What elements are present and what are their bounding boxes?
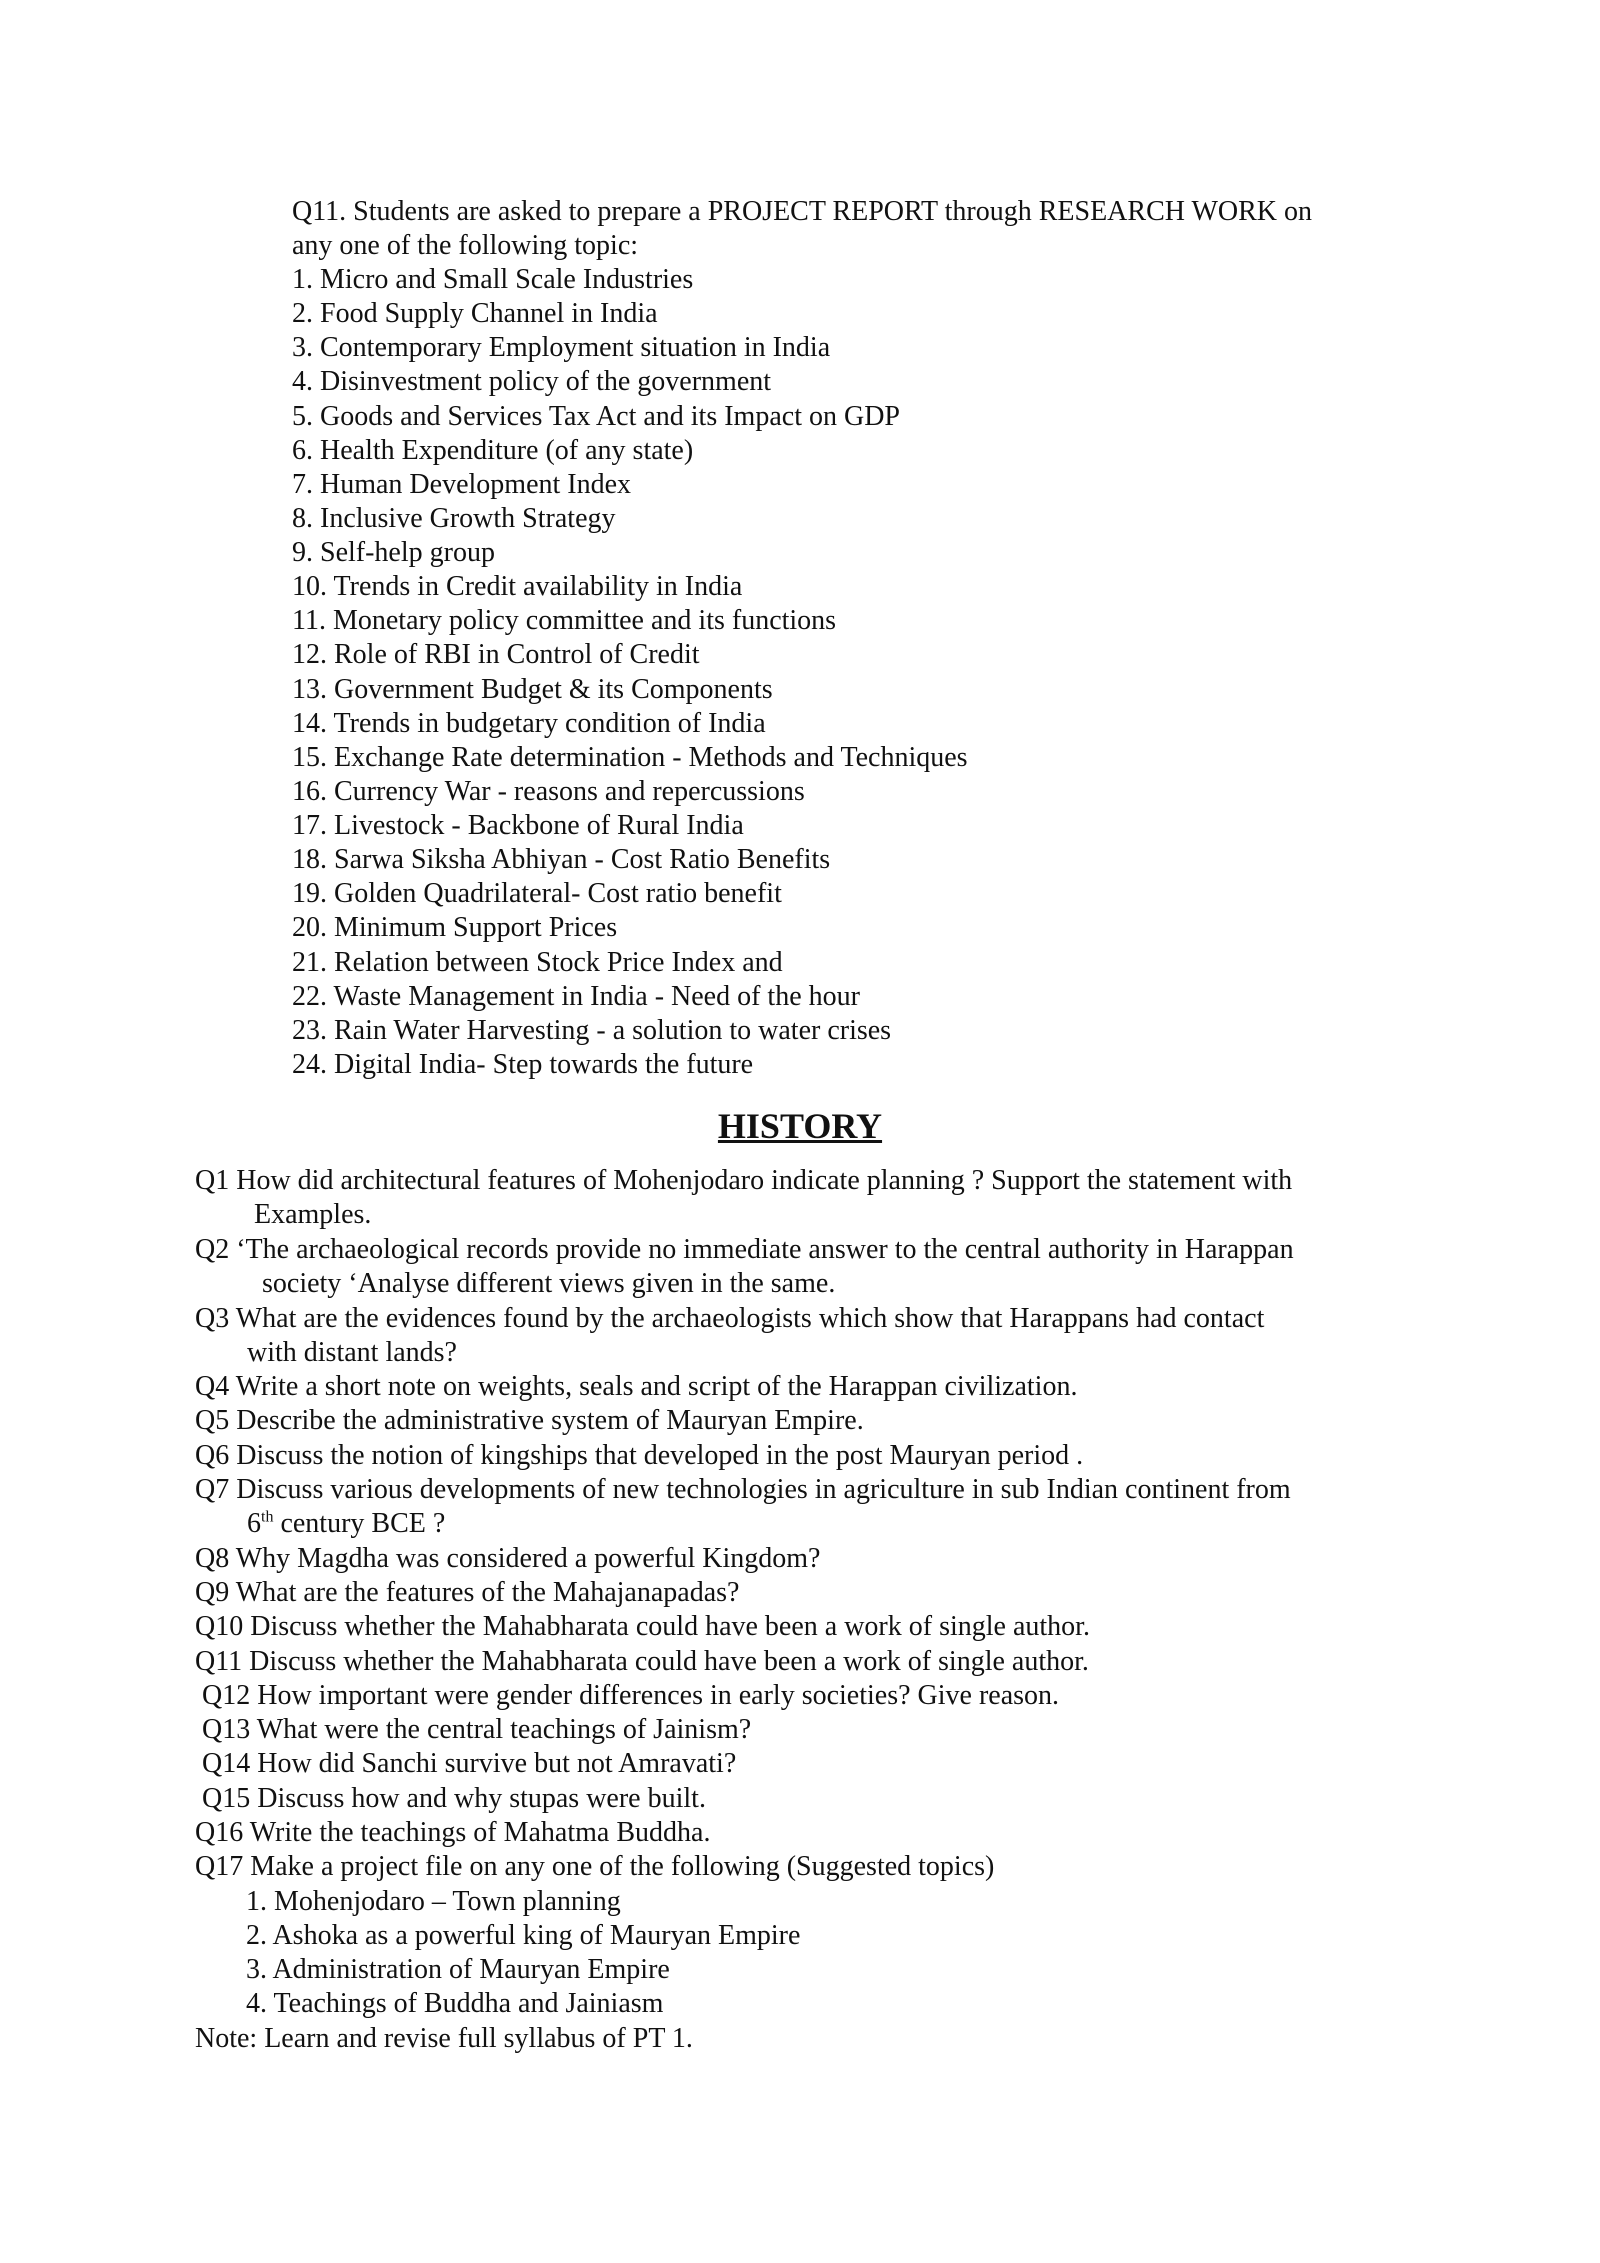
- list-item: 3. Contemporary Employment situation in India: [292, 332, 831, 363]
- list-item: 18. Sarwa Siksha Abhiyan - Cost Ratio Benefits: [292, 844, 831, 875]
- history-q14: Q14 How did Sanchi survive but not Amravati?: [202, 1748, 737, 1779]
- list-item: 7. Human Development Index: [292, 469, 632, 500]
- history-q8: Q8 Why Magdha was considered a powerful Kingdom?: [195, 1543, 821, 1574]
- list-item: 24. Digital India- Step towards the future: [292, 1049, 754, 1080]
- history-q17: Q17 Make a project file on any one of the following (Suggested topics): [195, 1851, 995, 1882]
- list-item: 1. Mohenjodaro – Town planning: [246, 1886, 621, 1917]
- list-item: 12. Role of RBI in Control of Credit: [292, 639, 700, 670]
- history-q1-line1: Q1 How did architectural features of Mohenjodaro indicate planning ? Support the statement with: [195, 1165, 1293, 1196]
- history-q13: Q13 What were the central teachings of Jainism?: [202, 1714, 752, 1745]
- list-item: 5. Goods and Services Tax Act and its Impact on GDP: [292, 401, 900, 432]
- list-item: 19. Golden Quadrilateral- Cost ratio benefit: [292, 878, 782, 909]
- history-q7-line1: Q7 Discuss various developments of new technologies in agriculture in sub Indian continent from: [195, 1474, 1291, 1505]
- history-q15: Q15 Discuss how and why stupas were built.: [202, 1783, 706, 1814]
- list-item: 1. Micro and Small Scale Industries: [292, 264, 694, 295]
- ordinal-number: 6: [247, 1508, 261, 1539]
- q11-text-line2: any one of the following topic:: [292, 230, 639, 261]
- list-item: 3. Administration of Mauryan Empire: [246, 1954, 670, 1985]
- ordinal-suffix: th: [261, 1508, 274, 1526]
- history-q9: Q9 What are the features of the Mahajanapadas?: [195, 1577, 740, 1608]
- history-q4: Q4 Write a short note on weights, seals and script of the Harappan civilization.: [195, 1371, 1078, 1402]
- history-q16: Q16 Write the teachings of Mahatma Buddha.: [195, 1817, 711, 1848]
- history-q3-line2: with distant lands?: [247, 1337, 457, 1368]
- list-item: 10. Trends in Credit availability in India: [292, 571, 743, 602]
- history-q12: Q12 How important were gender differences in early societies? Give reason.: [202, 1680, 1060, 1711]
- history-q6: Q6 Discuss the notion of kingships that developed in the post Mauryan period .: [195, 1440, 1084, 1471]
- history-q7-line2: [247, 1507, 445, 1541]
- history-q2-line1: Q2 ‘The archaeological records provide no immediate answer to the central authority in Harappan: [195, 1234, 1294, 1265]
- history-q2-line2: society ‘Analyse different views given in the same.: [262, 1268, 836, 1299]
- list-item: 22. Waste Management in India - Need of the hour: [292, 981, 860, 1012]
- list-item: 6. Health Expenditure (of any state): [292, 435, 694, 466]
- q11-text-line1: Q11. Students are asked to prepare a PROJECT REPORT through RESEARCH WORK on: [292, 196, 1313, 227]
- list-item: 17. Livestock - Backbone of Rural India: [292, 810, 744, 841]
- history-q10: Q10 Discuss whether the Mahabharata could have been a work of single author.: [195, 1611, 1090, 1642]
- list-item: 21. Relation between Stock Price Index and: [292, 947, 783, 978]
- note: Note: Learn and revise full syllabus of PT 1.: [195, 2023, 693, 2054]
- list-item: 15. Exchange Rate determination - Methods and Techniques: [292, 742, 968, 773]
- list-item: 4. Disinvestment policy of the government: [292, 366, 772, 397]
- list-item: 11. Monetary policy committee and its functions: [292, 605, 837, 636]
- ordinal-rest: century BCE ?: [273, 1508, 446, 1539]
- list-item: 23. Rain Water Harvesting - a solution to water crises: [292, 1015, 892, 1046]
- list-item: 8. Inclusive Growth Strategy: [292, 503, 616, 534]
- list-item: 20. Minimum Support Prices: [292, 912, 618, 943]
- list-item: 13. Government Budget & its Components: [292, 674, 773, 705]
- history-q3-line1: Q3 What are the evidences found by the archaeologists which show that Harappans had contact: [195, 1303, 1265, 1334]
- list-item: 2. Food Supply Channel in India: [292, 298, 658, 329]
- list-item: 16. Currency War - reasons and repercussions: [292, 776, 805, 807]
- list-item: 2. Ashoka as a powerful king of Mauryan Empire: [246, 1920, 801, 1951]
- history-q1-line2: Examples.: [254, 1199, 372, 1230]
- list-item: 9. Self-help group: [292, 537, 495, 568]
- history-heading: HISTORY: [717, 1106, 883, 1146]
- history-q5: Q5 Describe the administrative system of Mauryan Empire.: [195, 1405, 864, 1436]
- list-item: 4. Teachings of Buddha and Jainiasm: [246, 1988, 664, 2019]
- list-item: 14. Trends in budgetary condition of India: [292, 708, 766, 739]
- history-q11: Q11 Discuss whether the Mahabharata could have been a work of single author.: [195, 1646, 1089, 1677]
